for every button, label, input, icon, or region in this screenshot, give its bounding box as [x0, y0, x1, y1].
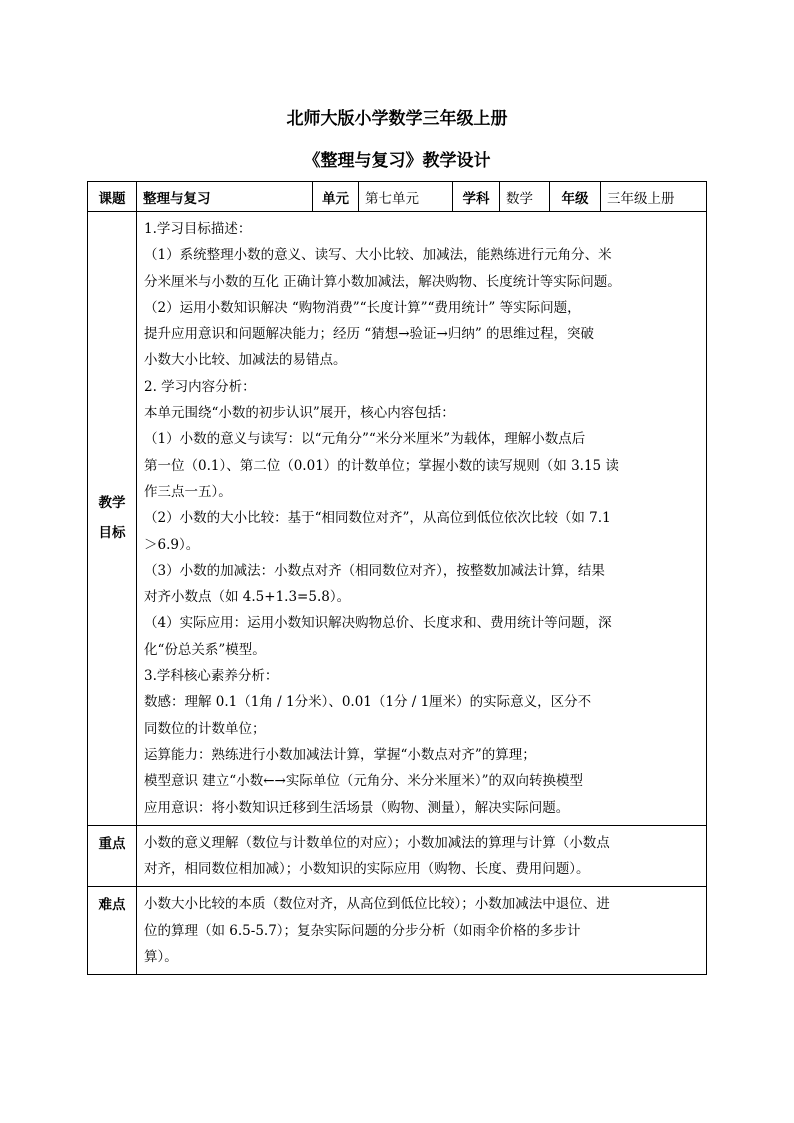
text-line: 小数大小比较、加减法的易错点。 [144, 352, 347, 369]
objectives-label-line2: 目标 [98, 525, 126, 542]
header-row [88, 182, 707, 212]
text-line: 位的算理（如 6.5-5.7）；复杂实际问题的分步分析（如雨伞价格的多步计 [144, 922, 581, 939]
document-subtitle: 《整理与复习》教学设计 [303, 151, 491, 171]
text-line: 2. 学习内容分析： [144, 378, 256, 395]
text-line: （4）实际应用：运用小数知识解决购物总价、长度求和、费用统计等问题，深 [144, 615, 612, 632]
unit-value: 第七单元 [359, 182, 453, 212]
text-line: 模型意识 建立“小数←→实际单位（元角分、米分米厘米）”的双向转换模型 [144, 773, 583, 790]
objectives-label-line1: 教学 [98, 495, 126, 512]
text-line: 同数位的计数单位； [144, 720, 266, 737]
text-line: 提升应用意识和问题解决能力；经历 “猜想→验证→归纳” 的思维过程，突破 [144, 326, 595, 343]
text-line: 对齐小数点（如 4.5+1.3=5.8）。 [144, 589, 351, 606]
text-line: 小数的意义理解（数位与计数单位的对应）；小数加减法的算理与计算（小数点 [144, 834, 610, 851]
subject-value: 数学 [500, 182, 550, 212]
grade-value: 三年级上册 [601, 182, 707, 212]
text-line: 运算能力：熟练进行小数加减法计算，掌握“小数点对齐”的算理； [144, 746, 536, 763]
text-line: 应用意识：将小数知识迁移到生活场景（购物、测量），解决实际问题。 [144, 799, 570, 816]
text-line: 化“份总关系”模型。 [144, 641, 266, 658]
text-line: 作三点一五）。 [144, 483, 232, 500]
text-line: 对齐，相同数位相加减）；小数知识的实际应用（购物、长度、费用问题）。 [144, 861, 590, 878]
text-line: 第一位（0.1）、第二位（0.01）的计数单位；掌握小数的读写规则（如 3.15 读 [144, 457, 619, 474]
text-line: 1.学习目标描述： [144, 221, 252, 237]
text-line: 数感：理解 0.1（1角 / 1分米）、0.01（1分 / 1厘米）的实际意义，区分不 [144, 694, 592, 711]
topic-value: 整理与复习 [137, 182, 313, 212]
difficult-points-content [137, 887, 707, 975]
text-line: 3.学科核心素养分析： [144, 668, 279, 685]
objectives-row [88, 212, 707, 826]
objectives-content [137, 212, 707, 826]
text-line: （2）运用小数知识解决 “购物消费”“长度计算”“费用统计” 等实际问题， [144, 299, 581, 316]
objectives-label [88, 212, 137, 826]
difficult-points-label: 难点 [88, 887, 137, 975]
key-points-row [88, 825, 707, 887]
text-line: （2）小数的大小比较：基于“相同数位对齐”，从高位到低位依次比较（如 7.1 [144, 510, 611, 527]
text-line: （1）小数的意义与读写：以“元角分”“米分米厘米”为载体，理解小数点后 [144, 431, 586, 448]
text-line: ＞6.9）。 [144, 536, 200, 553]
grade-label: 年级 [550, 182, 601, 212]
text-line: （3）小数的加减法：小数点对齐（相同数位对齐），按整数加减法计算，结果 [144, 562, 605, 579]
text-line: 算）。 [144, 949, 178, 966]
text-line: 小数大小比较的本质（数位对齐，从高位到低位比较）；小数加减法中退位、进 [144, 896, 610, 913]
key-points-label: 重点 [88, 825, 137, 887]
text-line: （1）系统整理小数的意义、读写、大小比较、加减法，能熟练进行元角分、米 [144, 247, 612, 264]
text-line: 本单元围绕“小数的初步认识”展开，核心内容包括： [144, 405, 455, 422]
unit-label: 单元 [313, 182, 359, 212]
text-line: 分米厘米与小数的互化 正确计算小数加减法，解决购物、长度统计等实际问题。 [144, 273, 621, 290]
lesson-plan-table [87, 181, 707, 975]
topic-label: 课题 [88, 182, 137, 212]
difficult-points-row [88, 887, 707, 975]
key-points-content [137, 825, 707, 887]
document-title: 北师大版小学数学三年级上册 [286, 109, 508, 129]
subject-label: 学科 [453, 182, 500, 212]
